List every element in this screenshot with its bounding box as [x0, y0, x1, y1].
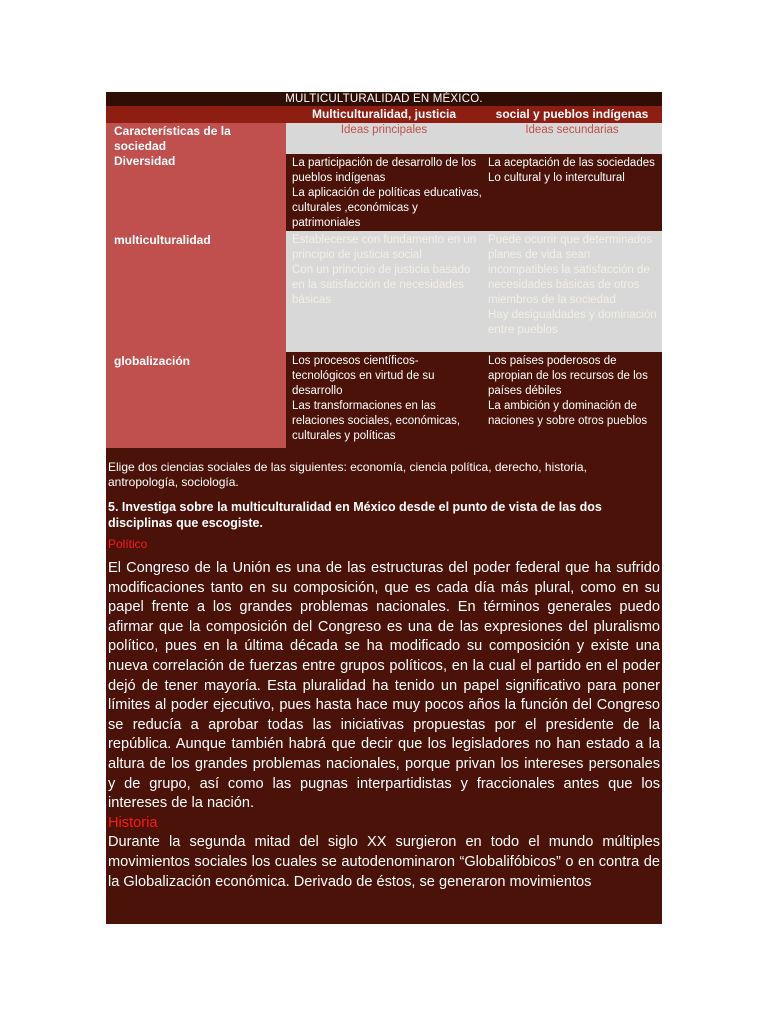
list-item: La aplicación de políticas educativas, culturales ,económicas y patrimoniales [292, 187, 482, 229]
ideas-principales-cell [286, 231, 482, 352]
list-item: La aceptación de las sociedades [488, 157, 655, 169]
header-ideas-secundarias: Ideas secundarias [525, 124, 619, 136]
instruction-text: Elige dos ciencias sociales de las siguientes: economía, ciencia política, derecho, historia, antropología, sociología. [108, 460, 587, 489]
section-title-politico: Político [108, 537, 148, 551]
list-item: Las transformaciones en las relaciones sociales, económicas, culturales y políticas [292, 400, 461, 442]
list-item: Puede ocurrir que determinados planes de vida sean incompatibles la satisfacción de necesidades básicas de otros miembros de la sociedad [488, 234, 653, 306]
subheader-mid: Multiculturalidad, justicia [311, 107, 457, 121]
row-label-diversidad: Diversidad [114, 154, 176, 168]
ideas-secundarias-cell [482, 231, 662, 352]
list-item: Los países poderosos de apropian de los recursos de los países débiles [488, 355, 648, 397]
table-subheader-row [106, 106, 662, 123]
header-ideas-principales: Ideas principales [340, 124, 428, 136]
table-left-column [106, 123, 286, 448]
list-item: Establecerse con fundamento en un principio de justicia social [292, 234, 477, 261]
ideas-secundarias-cell [482, 352, 662, 448]
list-item: Los procesos científicos-tecnológicos en virtud de su desarrollo [292, 355, 435, 397]
row-label-globalizacion: globalización [114, 354, 191, 368]
subheader-right: social y pueblos indígenas [495, 107, 649, 121]
header-characteristics: Características de la sociedad [114, 124, 231, 153]
row-label-multiculturalidad: multiculturalidad [114, 233, 211, 247]
question-text: 5. Investiga sobre la multiculturalidad en México desde el punto de vista de las dos disciplinas que escogiste. [108, 500, 602, 530]
ideas-secundarias-cell [482, 154, 662, 231]
list-item: Lo cultural y lo intercultural [488, 172, 625, 184]
table-row [286, 154, 662, 231]
section-text-politico: El Congreso de la Unión es una de las estructuras del poder federal que ha sufrido modificaciones tanto en su composición, que es cada día más plural, como en su papel frente a los grandes problemas nacionales. En términos generales puedo afirmar que la composición del Congreso es una de las expresiones del pluralismo político, pues en la última década se ha modificado su composición y existe una nueva correlación de fuerzas entre grupos políticos, en la cual el partido en el poder dejó de tener mayoría. Esta pluralidad ha tenido un papel significativo para poner límites al poder ejecutivo, pues hasta hace muy pocos años la función del Congreso se reducía a aprobar todas las iniciativas propuestas por el presidente de la república. Aunque también habrá que decir que los legisladores no han estado a la altura de los grandes problemas nacionales, porque privan los intereses personales y de grupo, así como las pugnas interpartidistas y fraccionales antes que los intereses de la nación. [108, 560, 660, 812]
table-title: MULTICULTURALIDAD EN MÉXICO. [106, 92, 662, 106]
table-row [286, 231, 662, 352]
document-page [106, 92, 662, 924]
list-item: Hay desigualdades y dominación entre pueblos [488, 309, 657, 336]
section-title-historia: Historia [108, 814, 158, 831]
header-ideas-row [286, 123, 662, 154]
ideas-principales-cell [286, 352, 482, 448]
list-item: Con un principio de justicia basado en la satisfacción de necesidades básicas [292, 264, 471, 306]
section-text-historia: Durante la segunda mitad del siglo XX surgieron en todo el mundo múltiples movimientos sociales los cuales se autodenominaron “Globalifóbicos” o en contra de la Globalización económica. Derivado de éstos, se generaron movimientos [108, 834, 660, 890]
list-item: La ambición y dominación de naciones y sobre otros pueblos [488, 400, 648, 427]
table-row [286, 352, 662, 448]
ideas-principales-cell [286, 154, 482, 231]
list-item: La participación de desarrollo de los pueblos indígenas [292, 157, 477, 184]
table-right-columns [286, 123, 662, 448]
ideas-table [106, 123, 662, 448]
